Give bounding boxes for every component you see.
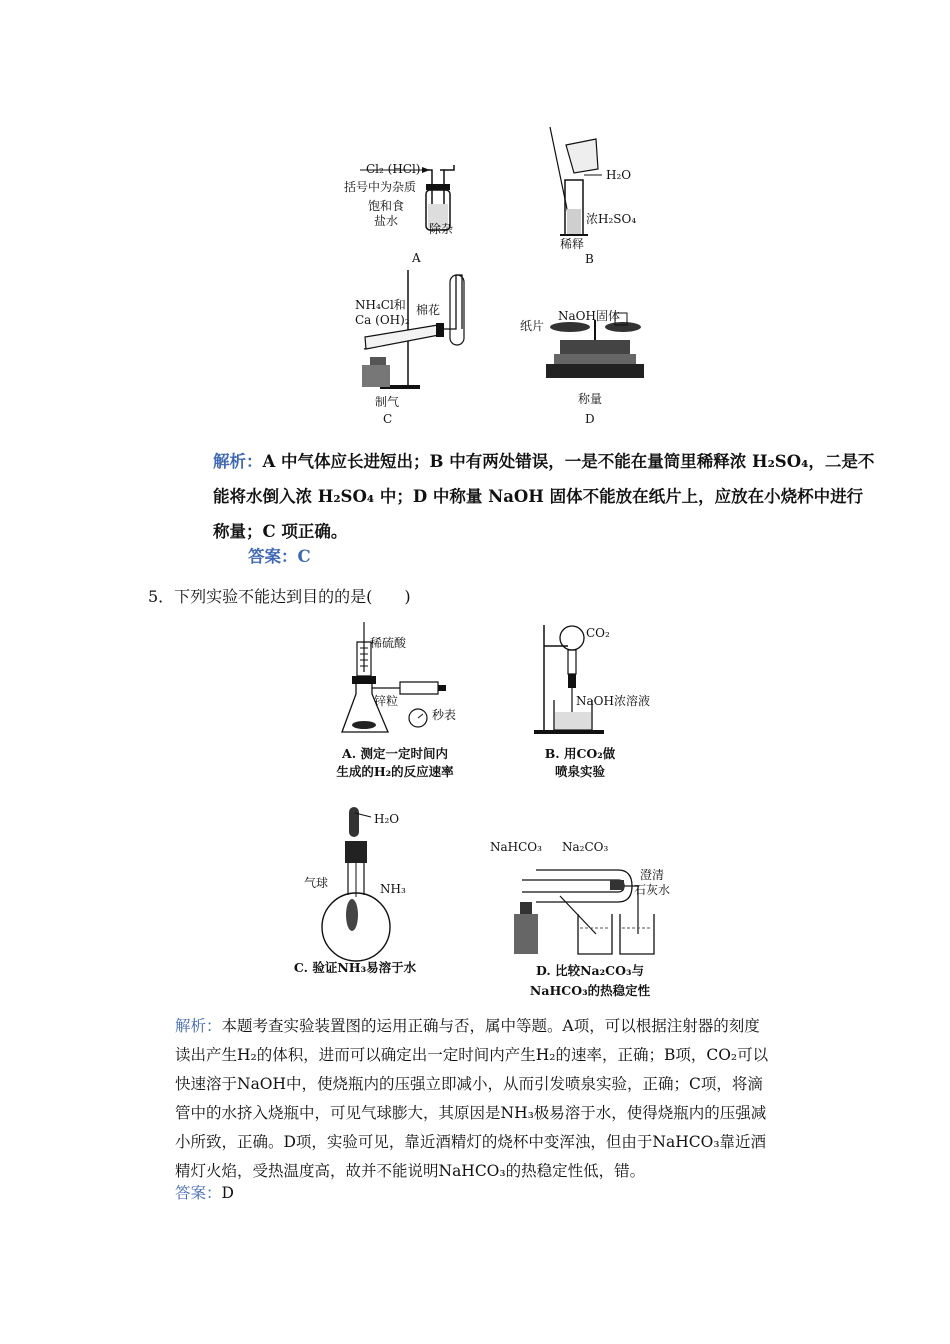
question-5: 5．下列实验不能达到目的的是( ) — [148, 587, 411, 606]
ammonia-flask-diagram — [315, 805, 435, 965]
paper-label: 纸片 — [520, 319, 545, 333]
answer-4-label: 答案： — [248, 547, 298, 566]
caption-b-1: B. 用CO₂做 — [544, 746, 616, 761]
saline-label-2: 盐水 — [374, 214, 399, 228]
answer-4 — [248, 539, 913, 574]
purpose-label: 除杂 — [429, 222, 454, 236]
h2o-label: H₂O — [374, 812, 400, 826]
analysis-4-label: 解析： — [213, 452, 263, 471]
answer-5-label: 答案： — [175, 1184, 222, 1202]
limewater-label-2: 石灰水 — [634, 883, 671, 897]
analysis-5-text: 本题考查实验装置图的运用正确与否，属中等题。A项，可以根据注射器的刻度读出产生H₂的体积，进而可以确定出一定时间内产生H₂的速率，正确；B项，CO₂可以快速溶于NaOH中，使烧瓶内的压强立即减小，从而引发喷泉实验，正确；C项，将滴管中的水挤入烧瓶中，可见气球膨大，其原因是NH₃极易溶于水，使得烧瓶内的压强减小所致，正确。D项，实验可见，靠近酒精灯的烧杯中变浑浊，但由于NaHCO₃靠近酒精灯火焰，受热温度高，故并不能说明NaHCO₃的热稳定性低，错。 — [175, 1017, 769, 1180]
answer-5-value: D — [221, 1184, 234, 1202]
caption-d-1: D. 比较Na₂CO₃与 — [536, 963, 644, 978]
cotton-label: 棉花 — [416, 303, 441, 317]
caption-a-2: 生成的H₂的反应速率 — [336, 764, 454, 779]
weighing-label: 称量 — [578, 392, 603, 406]
letter-c: C — [383, 412, 393, 426]
co2-label: CO₂ — [586, 626, 610, 640]
answer-5 — [175, 1179, 775, 1208]
nh3-label: NH₃ — [380, 882, 406, 896]
zinc-label: 锌粒 — [374, 694, 399, 708]
letter-b: B — [585, 252, 594, 266]
caption-d-2: NaHCO₃的热稳定性 — [529, 983, 651, 998]
acid-label: 稀硫酸 — [370, 636, 407, 650]
gas-prep-label: 制气 — [375, 395, 400, 409]
nahco3-label: NaHCO₃ — [490, 840, 542, 854]
analysis-4 — [213, 444, 878, 549]
water-label: H₂O — [606, 168, 632, 182]
saline-label-1: 饱和食 — [368, 199, 405, 213]
limewater-label-1: 澄清 — [640, 868, 665, 882]
balloon-label: 气球 — [304, 876, 329, 890]
caption-c: C. 验证NH₃易溶于水 — [293, 960, 417, 975]
letter-d: D — [585, 412, 595, 426]
caption-b-2: 喷泉实验 — [554, 764, 605, 779]
conc-acid-label: 浓H₂SO₄ — [586, 212, 637, 226]
naoh-solution-label: NaOH浓溶液 — [576, 694, 650, 708]
timer-label: 秒表 — [432, 708, 457, 722]
reagent-label-1: NH₄Cl和 — [355, 298, 406, 312]
gas-label: Cl₂ (HCl) — [366, 162, 421, 176]
analysis-4-text: A 中气体应长进短出；B 中有两处错误，一是不能在量筒里稀释浓 H₂SO₄，二是不能将水倒入浓 H₂SO₄ 中；D 中称量 NaOH 固体不能放在纸片上，应放在小烧杯中进行称量；C 项正确。 — [213, 452, 875, 541]
dilution-label: 稀释 — [560, 237, 585, 251]
analysis-5 — [175, 1012, 775, 1186]
impurity-note: 括号中为杂质 — [344, 180, 417, 194]
answer-4-value: C — [297, 547, 311, 566]
graduated-cylinder-diagram — [540, 125, 630, 245]
letter-a: A — [412, 251, 421, 265]
reagent-label-2: Ca (OH)₂ — [355, 313, 410, 327]
analysis-5-label: 解析： — [175, 1017, 222, 1035]
na2co3-label: Na₂CO₃ — [562, 840, 609, 854]
solid-label: NaOH固体 — [558, 309, 620, 323]
gas-generator-diagram — [350, 265, 480, 395]
caption-a-1: A. 测定一定时间内 — [342, 746, 448, 761]
